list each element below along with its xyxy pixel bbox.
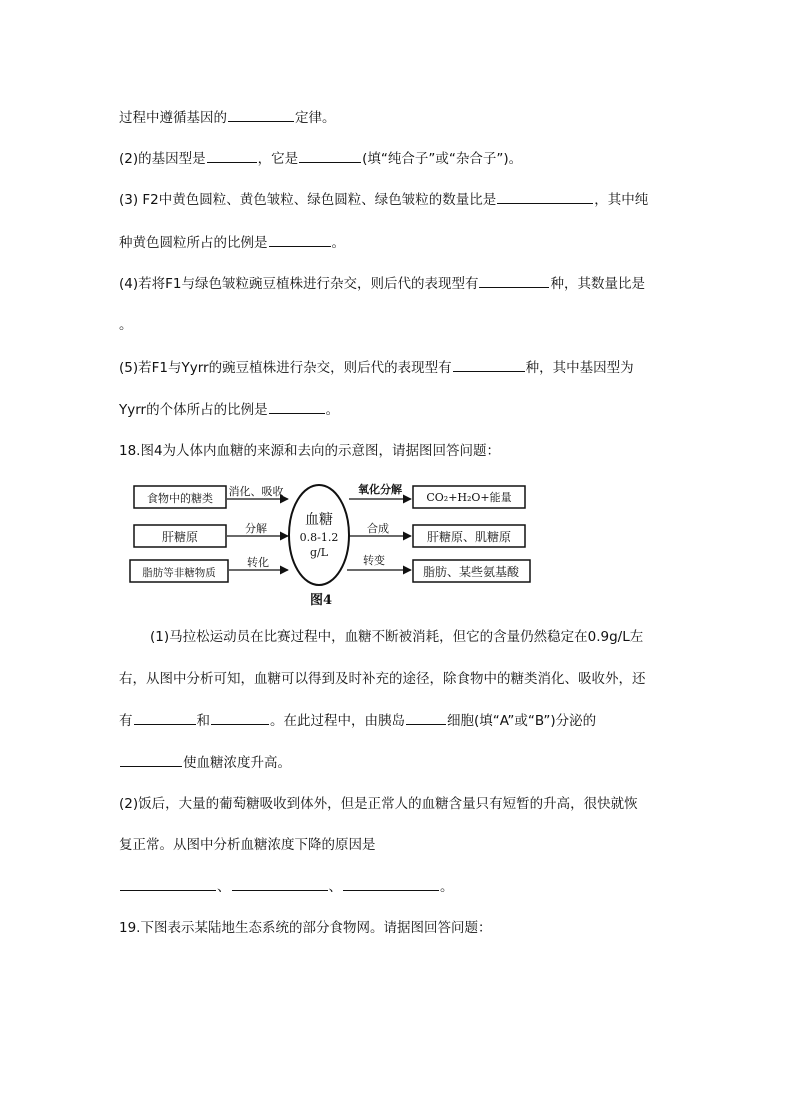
question-18-title (119, 442, 500, 460)
text-segment: 过程中遵循基因的 (119, 110, 227, 126)
source-box-non-sugar (130, 560, 228, 582)
center-title: 血糖 (305, 512, 333, 528)
answer-blank[interactable] (343, 877, 439, 891)
text-segment: 和 (196, 713, 210, 729)
answer-blank[interactable] (269, 233, 331, 247)
text-segment: (2)饭后，大量的葡萄糖吸收到体外，但是正常人的血糖含量只有短暂的升高，很快就恢 (119, 796, 638, 812)
text-segment: 19.下图表示某陆地生态系统的部分食物网。请据图回答问题： (119, 920, 492, 936)
target-box-glycogen (413, 525, 525, 547)
text-line-6 (119, 316, 133, 334)
answer-blank[interactable] (269, 400, 325, 414)
answer-blank[interactable] (120, 877, 216, 891)
text-segment: 。 (331, 235, 345, 251)
text-segment: 。 (440, 879, 454, 895)
center-range: 0.8-1.2 (299, 531, 339, 544)
answer-blank[interactable] (299, 149, 361, 163)
source-label: 脂肪等非糖物质 (142, 567, 216, 579)
text-segment: (3) F2中黄色圆粒、黄色皱粒、绿色圆粒、绿色皱粒的数量比是 (119, 192, 497, 208)
text-line-4 (119, 233, 345, 252)
text-line-1 (119, 108, 336, 127)
text-segment: 右，从图中分析可知，血糖可以得到及时补充的途径，除食物中的糖类消化、吸收外，还 (119, 671, 646, 687)
answer-blank[interactable] (207, 149, 257, 163)
text-line-5 (119, 274, 645, 293)
arrow-label: 转化 (247, 556, 269, 569)
text-line-p4 (119, 753, 291, 772)
center-unit: g/L (309, 546, 329, 559)
text-segment: 。在此过程中，由胰岛 (270, 713, 405, 729)
text-segment: (5)若F1与Yyrr的豌豆植株进行杂交，则后代的表现型有 (119, 360, 452, 376)
answer-blank[interactable] (479, 274, 549, 288)
target-label: CO₂+H₂O+能量 (426, 491, 512, 504)
text-line-p1 (150, 628, 643, 646)
text-segment: ，它是 (257, 151, 299, 167)
blood-sugar-center (289, 485, 349, 585)
text-line-3 (119, 190, 648, 209)
text-segment: Yyrr的个体所占的比例是 (119, 402, 268, 418)
arrow-label: 合成 (367, 522, 389, 535)
text-segment: 使血糖浓度升高。 (183, 755, 291, 771)
text-line-2 (119, 149, 522, 168)
text-line-p2 (119, 670, 646, 688)
answer-blank[interactable] (228, 108, 294, 122)
text-line-p5 (119, 795, 638, 813)
text-segment: 、 (217, 879, 231, 895)
text-segment: (填“纯合子”或“杂合子”)。 (362, 151, 523, 167)
text-segment: (2)的基因型是 (119, 151, 206, 167)
blood-sugar-diagram (128, 478, 538, 613)
question-19-title (119, 919, 491, 937)
text-line-p7 (119, 877, 454, 896)
arrow-label: 氧化分解 (358, 483, 402, 496)
target-box-co2-energy (413, 486, 525, 508)
source-box-liver-glycogen (134, 525, 226, 547)
text-segment: 种黄色圆粒所占的比例是 (119, 235, 268, 251)
source-label: 食物中的糖类 (147, 492, 213, 505)
answer-blank[interactable] (497, 190, 593, 204)
text-segment: 定律。 (295, 110, 336, 126)
arrow-label: 转变 (363, 554, 385, 567)
answer-blank[interactable] (134, 711, 196, 725)
text-segment: 种，其中基因型为 (525, 360, 634, 376)
text-segment: 。 (119, 317, 133, 333)
arrow-label: 分解 (245, 522, 267, 535)
text-segment: 、 (328, 879, 342, 895)
arrow-label: 消化、吸收 (228, 485, 284, 498)
text-segment: ，其中纯 (594, 192, 649, 208)
text-segment: (1)马拉松运动员在比赛过程中，血糖不断被消耗，但它的含量仍然稳定在0.9g/L左 (150, 629, 644, 645)
text-segment: 18.图4为人体内血糖的来源和去向的示意图，请据图回答问题： (119, 443, 501, 459)
target-box-fat-amino (413, 560, 530, 582)
figure-caption: 图4 (309, 593, 333, 608)
text-segment: 复正常。从图中分析血糖浓度下降的原因是 (119, 837, 376, 853)
text-line-p3 (119, 711, 596, 730)
text-segment: 细胞(填“A”或“B”)分泌的 (447, 713, 597, 729)
answer-blank[interactable] (232, 877, 328, 891)
answer-blank[interactable] (406, 711, 446, 725)
text-segment: 种，其数量比是 (550, 276, 645, 292)
text-segment: (4)若将F1与绿色皱粒豌豆植株进行杂交，则后代的表现型有 (119, 276, 479, 292)
target-label: 肝糖原、肌糖原 (426, 530, 512, 544)
source-label: 肝糖原 (161, 530, 199, 544)
answer-blank[interactable] (120, 753, 182, 767)
text-line-7 (119, 358, 634, 377)
source-box-food-sugar (134, 486, 226, 508)
target-label: 脂肪、某些氨基酸 (422, 565, 520, 579)
answer-blank[interactable] (453, 358, 525, 372)
text-segment: 。 (325, 402, 340, 418)
answer-blank[interactable] (211, 711, 269, 725)
text-segment: 有 (119, 713, 133, 729)
text-line-8 (119, 400, 339, 419)
text-line-p6 (119, 836, 376, 854)
